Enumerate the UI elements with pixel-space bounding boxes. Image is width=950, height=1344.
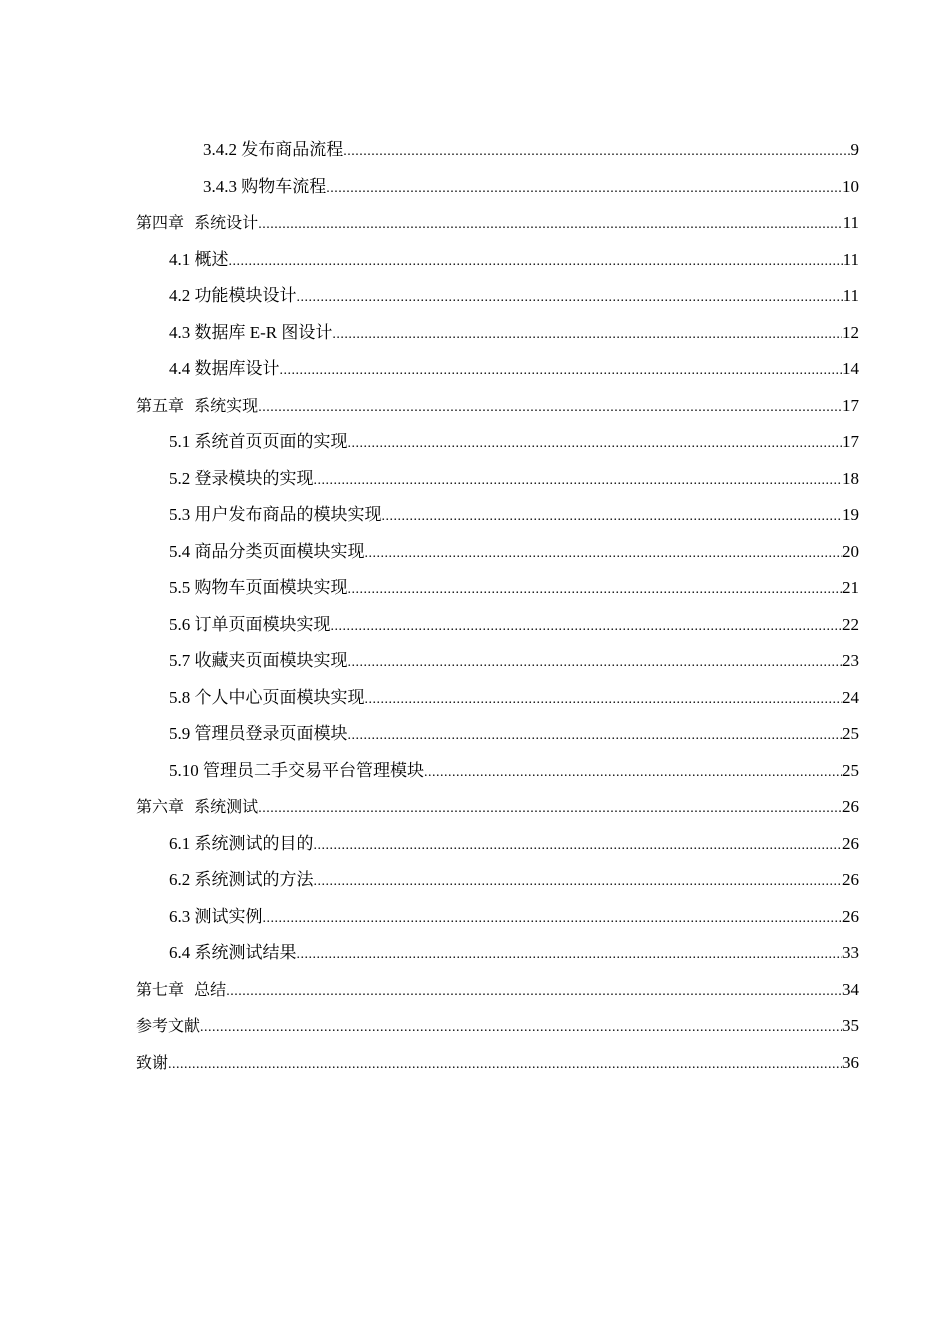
toc-entry[interactable] — [136, 649, 859, 686]
table-of-contents — [136, 138, 859, 1087]
toc-entry-title: 5.4 商品分类页面模块实现 — [169, 541, 365, 561]
toc-entry-page: 36 — [842, 1052, 859, 1072]
toc-dot-leader — [348, 651, 843, 675]
toc-entry[interactable] — [136, 394, 859, 431]
toc-dot-leader — [314, 870, 843, 894]
toc-entry[interactable] — [136, 175, 859, 212]
toc-entry-page: 11 — [842, 249, 859, 269]
toc-dot-leader — [382, 505, 843, 529]
toc-entry[interactable] — [136, 978, 859, 1015]
toc-entry[interactable] — [136, 211, 859, 248]
toc-entry-title: 第四章 系统设计 — [136, 213, 259, 233]
toc-entry-title: 参考文献 — [136, 1016, 201, 1036]
toc-entry-title: 第七章 总结 — [136, 979, 227, 999]
toc-entry-page: 10 — [842, 176, 859, 196]
toc-entry[interactable] — [136, 248, 859, 285]
toc-entry[interactable] — [136, 540, 859, 577]
toc-dot-leader — [229, 250, 843, 274]
toc-entry-page: 19 — [842, 505, 859, 525]
toc-entry-page: 17 — [842, 432, 859, 452]
toc-entry-title: 6.4 系统测试结果 — [169, 943, 297, 963]
toc-entry-title: 6.2 系统测试的方法 — [169, 870, 314, 890]
toc-entry-title: 5.10 管理员二手交易平台管理模块 — [169, 760, 424, 780]
toc-dot-leader — [332, 323, 842, 347]
toc-entry-page: 25 — [842, 760, 859, 780]
toc-entry[interactable] — [136, 138, 859, 175]
toc-entry-page: 9 — [850, 140, 859, 159]
toc-entry-title: 4.1 概述 — [169, 249, 229, 269]
toc-dot-leader — [348, 724, 843, 748]
toc-dot-leader — [348, 578, 843, 602]
toc-dot-leader — [314, 469, 843, 493]
toc-entry[interactable] — [136, 759, 859, 796]
toc-entry-title: 5.5 购物车页面模块实现 — [169, 578, 348, 598]
toc-dot-leader — [365, 688, 843, 712]
toc-entry[interactable] — [136, 430, 859, 467]
toc-entry-title: 5.2 登录模块的实现 — [169, 468, 314, 488]
toc-dot-leader — [365, 542, 843, 566]
toc-entry[interactable] — [136, 503, 859, 540]
toc-entry-title: 3.4.3 购物车流程 — [203, 176, 327, 196]
toc-entry-page: 24 — [842, 687, 859, 707]
toc-entry-title: 4.3 数据库 E-R 图设计 — [169, 322, 333, 342]
toc-entry-page: 35 — [842, 1016, 859, 1036]
toc-entry[interactable] — [136, 722, 859, 759]
toc-entry[interactable] — [136, 467, 859, 504]
toc-dot-leader — [263, 907, 843, 931]
toc-entry[interactable] — [136, 868, 859, 905]
toc-entry-page: 33 — [842, 943, 859, 963]
toc-dot-leader — [168, 1053, 842, 1077]
toc-entry-page: 22 — [842, 614, 859, 634]
toc-entry-page: 34 — [842, 979, 859, 999]
toc-entry-title: 6.3 测试实例 — [169, 906, 263, 926]
toc-entry-title: 5.9 管理员登录页面模块 — [169, 724, 348, 744]
toc-entry[interactable] — [136, 941, 859, 978]
toc-entry-page: 26 — [842, 833, 859, 853]
toc-dot-leader — [326, 177, 842, 201]
toc-entry-title: 3.4.2 发布商品流程 — [203, 140, 344, 159]
toc-entry-title: 4.4 数据库设计 — [169, 359, 280, 379]
toc-entry-page: 20 — [842, 541, 859, 561]
toc-entry-page: 14 — [842, 359, 859, 379]
toc-entry-page: 12 — [842, 322, 859, 342]
toc-dot-leader — [258, 396, 842, 420]
toc-entry[interactable] — [136, 1051, 859, 1088]
toc-entry[interactable] — [136, 686, 859, 723]
toc-entry-title: 5.8 个人中心页面模块实现 — [169, 687, 365, 707]
toc-entry-title: 致谢 — [136, 1052, 169, 1072]
toc-entry[interactable] — [136, 795, 859, 832]
toc-dot-leader — [343, 140, 850, 164]
toc-entry-title: 第五章 系统实现 — [136, 395, 259, 415]
toc-dot-leader — [297, 286, 843, 310]
toc-dot-leader — [280, 359, 843, 383]
toc-entry-title: 5.6 订单页面模块实现 — [169, 614, 331, 634]
toc-dot-leader — [331, 615, 843, 639]
toc-entry-page: 17 — [842, 395, 859, 415]
toc-entry[interactable] — [136, 357, 859, 394]
toc-entry-page: 26 — [842, 870, 859, 890]
toc-entry-page: 26 — [842, 906, 859, 926]
toc-dot-leader — [297, 943, 843, 967]
toc-entry-page: 21 — [842, 578, 859, 598]
toc-entry-title: 5.7 收藏夹页面模块实现 — [169, 651, 348, 671]
toc-entry[interactable] — [136, 905, 859, 942]
toc-entry-page: 18 — [842, 468, 859, 488]
toc-entry-page: 23 — [842, 651, 859, 671]
toc-entry-title: 第六章 系统测试 — [136, 797, 259, 817]
toc-entry-title: 6.1 系统测试的目的 — [169, 833, 314, 853]
toc-dot-leader — [258, 213, 842, 237]
toc-dot-leader — [258, 797, 842, 821]
toc-entry[interactable] — [136, 321, 859, 358]
toc-dot-leader — [424, 761, 842, 785]
toc-entry-page: 25 — [842, 724, 859, 744]
toc-dot-leader — [226, 980, 842, 1004]
toc-entry-page: 11 — [842, 286, 859, 306]
toc-entry[interactable] — [136, 1014, 859, 1051]
toc-entry-page: 26 — [842, 797, 859, 817]
toc-entry-title: 5.1 系统首页页面的实现 — [169, 432, 348, 452]
toc-entry[interactable] — [136, 284, 859, 321]
toc-entry-title: 4.2 功能模块设计 — [169, 286, 297, 306]
toc-entry-page: 11 — [842, 213, 859, 233]
toc-dot-leader — [200, 1016, 842, 1040]
toc-entry[interactable] — [136, 613, 859, 650]
toc-dot-leader — [314, 834, 843, 858]
toc-dot-leader — [348, 432, 843, 456]
toc-entry[interactable] — [136, 576, 859, 613]
toc-entry[interactable] — [136, 832, 859, 869]
toc-entry-title: 5.3 用户发布商品的模块实现 — [169, 505, 382, 525]
